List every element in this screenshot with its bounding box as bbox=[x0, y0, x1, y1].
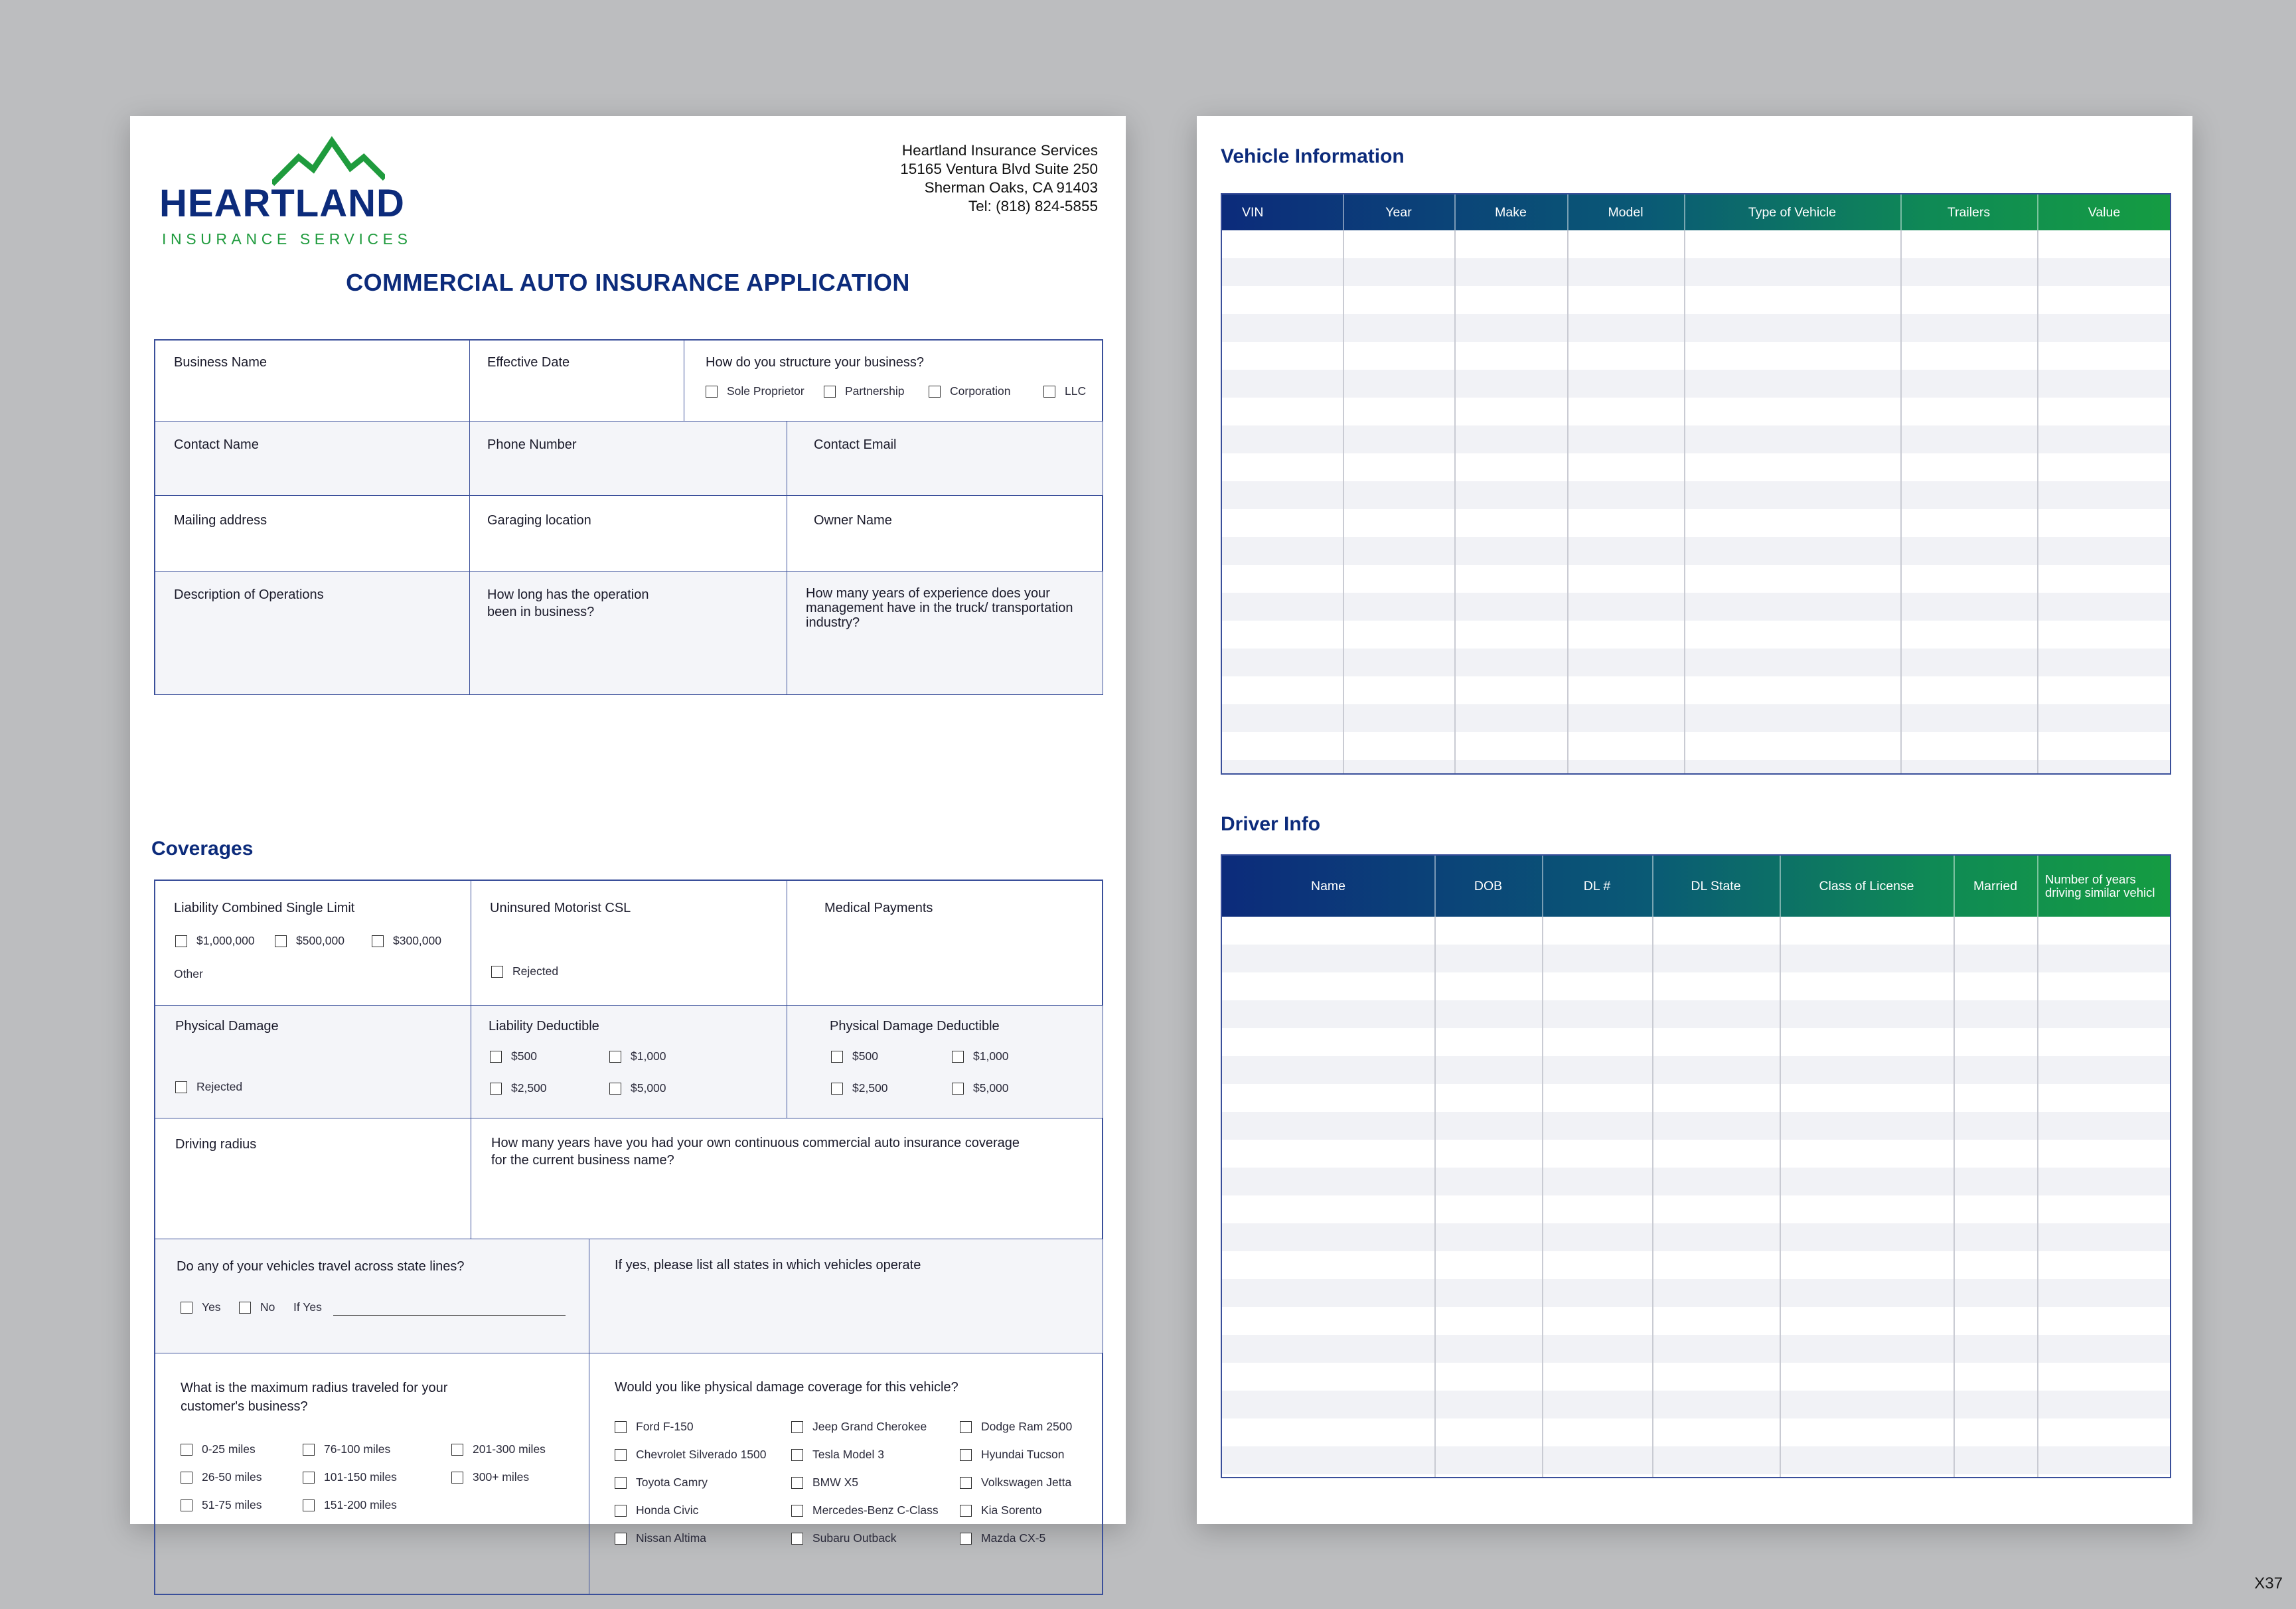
option-label: Ford F-150 bbox=[636, 1420, 694, 1433]
driver-table-row bbox=[1222, 1056, 2170, 1084]
option-label: $1,000 bbox=[973, 1049, 1009, 1063]
option-label: 0-25 miles bbox=[202, 1442, 256, 1456]
years-in-business-field[interactable] bbox=[470, 572, 787, 694]
checkbox-icon[interactable] bbox=[181, 1302, 192, 1314]
vehicle-table-row bbox=[1222, 314, 2170, 342]
checkbox-icon[interactable] bbox=[952, 1051, 964, 1063]
contact-email-label: Contact Email bbox=[814, 437, 897, 452]
driving-radius-field[interactable] bbox=[155, 1118, 471, 1239]
driver-table-header-divider bbox=[1953, 856, 1955, 917]
structure-option-corporation[interactable] bbox=[929, 384, 1010, 398]
option-label: $500 bbox=[511, 1049, 537, 1063]
pd-deductible-field bbox=[787, 1006, 1103, 1118]
heartland-logo bbox=[159, 135, 425, 248]
driver-col-years-driving: Number of years driving similar vehicl bbox=[2045, 872, 2155, 899]
option-label: $2,500 bbox=[511, 1081, 547, 1095]
driver-table-column-divider bbox=[1953, 917, 1955, 1477]
vehicle-info-table bbox=[1221, 193, 2171, 775]
vehicle-option-honda-civic[interactable] bbox=[615, 1503, 698, 1517]
vehicle-table-column-divider bbox=[1900, 230, 1902, 773]
pd-deductible-label: Physical Damage Deductible bbox=[830, 1019, 1000, 1034]
garaging-location-field[interactable] bbox=[470, 496, 787, 572]
radius-option-300-plus[interactable] bbox=[451, 1470, 529, 1484]
pd-deductible-5000[interactable] bbox=[952, 1081, 1009, 1095]
company-address-block bbox=[900, 141, 1098, 216]
driver-table-header-divider bbox=[1542, 856, 1543, 917]
radius-option-76-100[interactable] bbox=[303, 1442, 390, 1456]
logo-wordmark: HEARTLAND bbox=[159, 182, 405, 225]
vehicle-table-column-divider bbox=[1454, 230, 1456, 773]
vehicle-option-mercedes-c-class[interactable] bbox=[791, 1503, 939, 1517]
pd-vehicle-question: Would you like physical damage coverage for this vehicle? bbox=[615, 1380, 958, 1395]
driver-table-row bbox=[1222, 1223, 2170, 1251]
max-radius-question: What is the maximum radius traveled for your customer's business? bbox=[181, 1381, 448, 1414]
checkbox-icon[interactable] bbox=[490, 1051, 502, 1063]
driver-col-dl-state: DL State bbox=[1691, 878, 1741, 893]
company-name: Heartland Insurance Services bbox=[901, 142, 1098, 159]
vehicle-col-type: Type of Vehicle bbox=[1748, 204, 1837, 220]
option-label: Rejected bbox=[196, 1080, 243, 1093]
option-label: 151-200 miles bbox=[324, 1498, 397, 1511]
option-label: LLC bbox=[1065, 384, 1087, 398]
liability-other-label: Other bbox=[174, 967, 203, 980]
uninsured-motorist-field bbox=[471, 881, 787, 1006]
uninsured-rejected-option[interactable] bbox=[491, 964, 558, 978]
state-lines-yes-option[interactable] bbox=[181, 1300, 221, 1314]
checkbox-icon[interactable] bbox=[791, 1449, 803, 1461]
checkbox-icon[interactable] bbox=[181, 1444, 192, 1456]
company-address-line2: Sherman Oaks, CA 91403 bbox=[924, 179, 1098, 196]
option-label: Nissan Altima bbox=[636, 1531, 707, 1545]
option-label: No bbox=[260, 1300, 275, 1314]
driver-table-row bbox=[1222, 1446, 2170, 1474]
driver-col-name: Name bbox=[1310, 878, 1346, 893]
checkbox-icon[interactable] bbox=[960, 1421, 972, 1433]
driver-table-column-divider bbox=[2037, 917, 2038, 1477]
pd-vehicle-field bbox=[589, 1353, 1103, 1594]
radius-option-0-25[interactable] bbox=[181, 1442, 256, 1456]
liability-deductible-1000[interactable] bbox=[609, 1049, 666, 1063]
description-of-operations-field[interactable] bbox=[155, 572, 470, 694]
phone-number-label: Phone Number bbox=[487, 437, 577, 452]
vehicle-table-row bbox=[1222, 704, 2170, 732]
checkbox-icon[interactable] bbox=[831, 1051, 843, 1063]
management-experience-field[interactable] bbox=[787, 572, 1103, 694]
checkbox-icon[interactable] bbox=[491, 966, 503, 978]
state-lines-field bbox=[155, 1239, 589, 1353]
physical-damage-field bbox=[155, 1006, 471, 1118]
vehicle-table-row bbox=[1222, 593, 2170, 621]
vehicle-option-volkswagen-jetta[interactable] bbox=[960, 1476, 1071, 1490]
medical-payments-field[interactable] bbox=[787, 881, 1103, 1006]
checkbox-icon[interactable] bbox=[609, 1051, 621, 1063]
driver-table-row bbox=[1222, 1168, 2170, 1195]
vehicle-table-column-divider bbox=[1343, 230, 1344, 773]
years-in-business-label: How long has the operation been in business? bbox=[487, 587, 649, 619]
option-label: Kia Sorento bbox=[981, 1503, 1042, 1517]
vehicle-table-header-divider bbox=[1454, 194, 1456, 230]
state-lines-question: Do any of your vehicles travel across state lines? bbox=[177, 1259, 465, 1274]
vehicle-table-row bbox=[1222, 370, 2170, 398]
driver-table-row bbox=[1222, 1112, 2170, 1140]
checkbox-icon[interactable] bbox=[791, 1477, 803, 1489]
option-label: Rejected bbox=[512, 964, 559, 978]
vehicle-table-header-divider bbox=[2037, 194, 2038, 230]
form-title: COMMERCIAL AUTO INSURANCE APPLICATION bbox=[346, 269, 910, 296]
liability-csl-label: Liability Combined Single Limit bbox=[174, 901, 355, 915]
driver-info-heading: Driver Info bbox=[1221, 813, 1321, 835]
application-page-2 bbox=[1197, 116, 2192, 1524]
driver-table-column-divider bbox=[1780, 917, 1781, 1477]
checkbox-icon[interactable] bbox=[175, 1081, 187, 1093]
option-label: $5,000 bbox=[631, 1081, 666, 1095]
checkbox-icon[interactable] bbox=[615, 1477, 627, 1489]
management-experience-label: How many years of experience does your management have in the truck/ transportation industry? bbox=[806, 586, 1073, 630]
checkbox-icon[interactable] bbox=[372, 935, 384, 947]
owner-name-label: Owner Name bbox=[814, 513, 892, 528]
checkbox-icon[interactable] bbox=[960, 1477, 972, 1489]
if-yes-label: If Yes bbox=[293, 1300, 322, 1314]
business-structure-question: How do you structure your business? bbox=[706, 355, 925, 370]
garaging-location-label: Garaging location bbox=[487, 513, 591, 528]
driver-table-column-divider bbox=[1434, 917, 1436, 1477]
liability-deductible-label: Liability Deductible bbox=[489, 1019, 599, 1034]
checkbox-icon[interactable] bbox=[181, 1499, 192, 1511]
effective-date-field[interactable] bbox=[470, 341, 684, 421]
liability-deductible-field bbox=[471, 1006, 787, 1118]
company-phone: Tel: (818) 824-5855 bbox=[968, 198, 1098, 214]
option-label: Jeep Grand Cherokee bbox=[812, 1420, 927, 1433]
option-label: Tesla Model 3 bbox=[812, 1448, 884, 1461]
option-label: Dodge Ram 2500 bbox=[981, 1420, 1073, 1433]
vehicle-option-chevrolet-silverado[interactable] bbox=[615, 1448, 767, 1462]
driver-table-row bbox=[1222, 945, 2170, 972]
driver-table-header-divider bbox=[2037, 856, 2038, 917]
option-label: $300,000 bbox=[393, 934, 441, 947]
driver-table-column-divider bbox=[1542, 917, 1543, 1477]
corner-tag: X37 bbox=[2254, 1574, 2283, 1592]
vehicle-table-row bbox=[1222, 649, 2170, 676]
radius-option-151-200[interactable] bbox=[303, 1498, 397, 1512]
states-list-label: If yes, please list all states in which vehicles operate bbox=[615, 1258, 921, 1272]
option-label: Honda Civic bbox=[636, 1503, 699, 1517]
checkbox-icon[interactable] bbox=[615, 1505, 627, 1517]
option-label: Yes bbox=[202, 1300, 221, 1314]
checkbox-icon[interactable] bbox=[303, 1499, 315, 1511]
vehicle-option-dodge-ram-2500[interactable] bbox=[960, 1420, 1072, 1434]
radius-option-26-50[interactable] bbox=[181, 1470, 262, 1484]
structure-option-llc[interactable] bbox=[1043, 384, 1086, 398]
checkbox-icon[interactable] bbox=[239, 1302, 251, 1314]
state-lines-no-option[interactable] bbox=[239, 1300, 275, 1314]
checkbox-icon[interactable] bbox=[451, 1444, 463, 1456]
checkbox-icon[interactable] bbox=[490, 1083, 502, 1095]
liability-option-500000[interactable] bbox=[275, 934, 344, 948]
structure-option-sole-proprietor[interactable] bbox=[706, 384, 804, 398]
driver-table-header-divider bbox=[1434, 856, 1436, 917]
liability-csl-field bbox=[155, 881, 471, 1006]
application-page-1 bbox=[130, 116, 1126, 1545]
physical-damage-label: Physical Damage bbox=[175, 1019, 279, 1034]
vehicle-option-subaru-outback[interactable] bbox=[791, 1531, 896, 1545]
vehicle-table-row bbox=[1222, 481, 2170, 509]
owner-name-field[interactable] bbox=[787, 496, 1103, 572]
driver-table-header bbox=[1222, 856, 2170, 917]
vehicle-table-column-divider bbox=[1567, 230, 1569, 773]
vehicle-table-header-divider bbox=[1343, 194, 1344, 230]
checkbox-icon[interactable] bbox=[791, 1505, 803, 1517]
vehicle-col-value: Value bbox=[2088, 204, 2121, 220]
company-address-line1: 15165 Ventura Blvd Suite 250 bbox=[900, 161, 1098, 177]
checkbox-icon[interactable] bbox=[275, 935, 287, 947]
driver-table-row bbox=[1222, 1279, 2170, 1307]
max-radius-field bbox=[155, 1353, 589, 1594]
vehicle-option-tesla-model-3[interactable] bbox=[791, 1448, 884, 1462]
structure-option-partnership[interactable] bbox=[824, 384, 905, 398]
checkbox-icon[interactable] bbox=[175, 935, 187, 947]
vehicle-col-make: Make bbox=[1495, 204, 1527, 220]
vehicle-option-kia-sorento[interactable] bbox=[960, 1503, 1041, 1517]
checkbox-icon[interactable] bbox=[960, 1449, 972, 1461]
business-info-section bbox=[154, 339, 1103, 695]
checkbox-icon[interactable] bbox=[952, 1083, 964, 1095]
checkbox-icon[interactable] bbox=[706, 386, 718, 398]
driver-table-header-divider bbox=[1652, 856, 1653, 917]
medical-payments-label: Medical Payments bbox=[824, 901, 933, 915]
logo-tagline: INSURANCE SERVICES bbox=[162, 230, 412, 248]
pd-deductible-2500[interactable] bbox=[831, 1081, 888, 1095]
effective-date-label: Effective Date bbox=[487, 355, 570, 370]
driver-info-table bbox=[1221, 854, 2171, 1478]
contact-email-field[interactable] bbox=[787, 421, 1103, 496]
option-label: Volkswagen Jetta bbox=[981, 1476, 1072, 1489]
option-label: $500 bbox=[852, 1049, 878, 1063]
liability-deductible-500[interactable] bbox=[490, 1049, 537, 1063]
checkbox-icon[interactable] bbox=[960, 1505, 972, 1517]
vehicle-table-header-divider bbox=[1684, 194, 1685, 230]
vehicle-table-header-divider bbox=[1900, 194, 1902, 230]
vehicle-table-row bbox=[1222, 425, 2170, 453]
option-label: $5,000 bbox=[973, 1081, 1009, 1095]
checkbox-icon[interactable] bbox=[960, 1533, 972, 1545]
option-label: Sole Proprietor bbox=[727, 384, 804, 398]
driver-table-row bbox=[1222, 1000, 2170, 1028]
business-structure-field bbox=[684, 341, 1103, 421]
contact-name-field[interactable] bbox=[155, 421, 470, 496]
driver-table-row bbox=[1222, 1335, 2170, 1363]
vehicle-option-jeep-grand-cherokee[interactable] bbox=[791, 1420, 927, 1434]
option-label: $500,000 bbox=[296, 934, 344, 947]
vehicle-option-mazda-cx5[interactable] bbox=[960, 1531, 1045, 1545]
driver-table-row bbox=[1222, 1391, 2170, 1418]
option-label: Mazda CX-5 bbox=[981, 1531, 1046, 1545]
option-label: BMW X5 bbox=[812, 1476, 859, 1489]
business-name-field[interactable] bbox=[155, 341, 470, 421]
liability-deductible-2500[interactable] bbox=[490, 1081, 547, 1095]
checkbox-icon[interactable] bbox=[615, 1449, 627, 1461]
vehicle-table-column-divider bbox=[2037, 230, 2038, 773]
checkbox-icon[interactable] bbox=[609, 1083, 621, 1095]
phone-number-field[interactable] bbox=[470, 421, 787, 496]
vehicle-info-heading: Vehicle Information bbox=[1221, 145, 1405, 167]
option-label: Hyundai Tucson bbox=[981, 1448, 1065, 1461]
driving-radius-label: Driving radius bbox=[175, 1137, 257, 1152]
description-label: Description of Operations bbox=[174, 587, 324, 602]
physical-damage-rejected-option[interactable] bbox=[175, 1080, 242, 1094]
coverages-section bbox=[154, 880, 1103, 1595]
option-label: $1,000,000 bbox=[196, 934, 255, 947]
contact-name-label: Contact Name bbox=[174, 437, 259, 452]
checkbox-icon[interactable] bbox=[181, 1472, 192, 1484]
vehicle-option-bmw-x5[interactable] bbox=[791, 1476, 858, 1490]
checkbox-icon[interactable] bbox=[929, 386, 941, 398]
mountain-icon bbox=[272, 135, 385, 188]
vehicle-option-nissan-altima[interactable] bbox=[615, 1531, 706, 1545]
vehicle-col-model: Model bbox=[1608, 204, 1644, 220]
vehicle-col-year: Year bbox=[1385, 204, 1412, 220]
vehicle-table-row bbox=[1222, 537, 2170, 565]
pd-deductible-1000[interactable] bbox=[952, 1049, 1009, 1063]
mailing-address-label: Mailing address bbox=[174, 513, 268, 528]
option-label: Mercedes-Benz C-Class bbox=[812, 1503, 939, 1517]
driver-table-header-divider bbox=[1780, 856, 1781, 917]
option-label: $2,500 bbox=[852, 1081, 888, 1095]
driver-col-dob: DOB bbox=[1474, 878, 1503, 893]
option-label: 26-50 miles bbox=[202, 1470, 262, 1484]
option-label: Partnership bbox=[845, 384, 905, 398]
option-label: Toyota Camry bbox=[636, 1476, 708, 1489]
continuous-coverage-label: How many years have you had your own continuous commercial auto insurance coverage for the current business name? bbox=[491, 1136, 1020, 1168]
option-label: 201-300 miles bbox=[473, 1442, 546, 1456]
checkbox-icon[interactable] bbox=[791, 1533, 803, 1545]
option-label: 51-75 miles bbox=[202, 1498, 262, 1511]
vehicle-table-header-divider bbox=[1567, 194, 1569, 230]
states-list-field[interactable] bbox=[589, 1239, 1103, 1353]
checkbox-icon[interactable] bbox=[615, 1533, 627, 1545]
liability-deductible-5000[interactable] bbox=[609, 1081, 666, 1095]
checkbox-icon[interactable] bbox=[303, 1472, 315, 1484]
liability-option-300000[interactable] bbox=[372, 934, 441, 948]
checkbox-icon[interactable] bbox=[451, 1472, 463, 1484]
option-label: Chevrolet Silverado 1500 bbox=[636, 1448, 767, 1461]
checkbox-icon[interactable] bbox=[303, 1444, 315, 1456]
vehicle-option-ford-f150[interactable] bbox=[615, 1420, 694, 1434]
option-label: Corporation bbox=[950, 384, 1011, 398]
checkbox-icon[interactable] bbox=[831, 1083, 843, 1095]
checkbox-icon[interactable] bbox=[791, 1421, 803, 1433]
option-label: 101-150 miles bbox=[324, 1470, 397, 1484]
option-label: $1,000 bbox=[631, 1049, 666, 1063]
driver-col-married: Married bbox=[1973, 878, 2018, 893]
vehicle-option-toyota-camry[interactable] bbox=[615, 1476, 708, 1490]
driver-col-dl-number: DL # bbox=[1583, 878, 1611, 893]
radius-option-201-300[interactable] bbox=[451, 1442, 546, 1456]
coverages-heading: Coverages bbox=[151, 838, 254, 860]
driver-col-license-class: Class of License bbox=[1819, 878, 1914, 893]
vehicle-table-column-divider bbox=[1684, 230, 1685, 773]
vehicle-table-row bbox=[1222, 760, 2170, 775]
vehicle-option-hyundai-tucson[interactable] bbox=[960, 1448, 1065, 1462]
pd-deductible-500[interactable] bbox=[831, 1049, 878, 1063]
liability-option-1000000[interactable] bbox=[175, 934, 255, 948]
radius-option-101-150[interactable] bbox=[303, 1470, 397, 1484]
continuous-coverage-field[interactable] bbox=[471, 1118, 1103, 1239]
if-yes-input-line[interactable] bbox=[333, 1315, 566, 1316]
vehicle-table-header bbox=[1222, 194, 2170, 230]
business-name-label: Business Name bbox=[174, 355, 268, 370]
vehicle-table-row bbox=[1222, 258, 2170, 286]
vehicle-col-trailers: Trailers bbox=[1947, 204, 1991, 220]
option-label: 300+ miles bbox=[473, 1470, 530, 1484]
checkbox-icon[interactable] bbox=[824, 386, 836, 398]
driver-table-column-divider bbox=[1652, 917, 1653, 1477]
vehicle-col-vin: VIN bbox=[1242, 204, 1264, 220]
uninsured-motorist-label: Uninsured Motorist CSL bbox=[490, 901, 631, 915]
checkbox-icon[interactable] bbox=[615, 1421, 627, 1433]
mailing-address-field[interactable] bbox=[155, 496, 470, 572]
radius-option-51-75[interactable] bbox=[181, 1498, 262, 1512]
option-label: 76-100 miles bbox=[324, 1442, 391, 1456]
option-label: Subaru Outback bbox=[812, 1531, 897, 1545]
checkbox-icon[interactable] bbox=[1043, 386, 1055, 398]
